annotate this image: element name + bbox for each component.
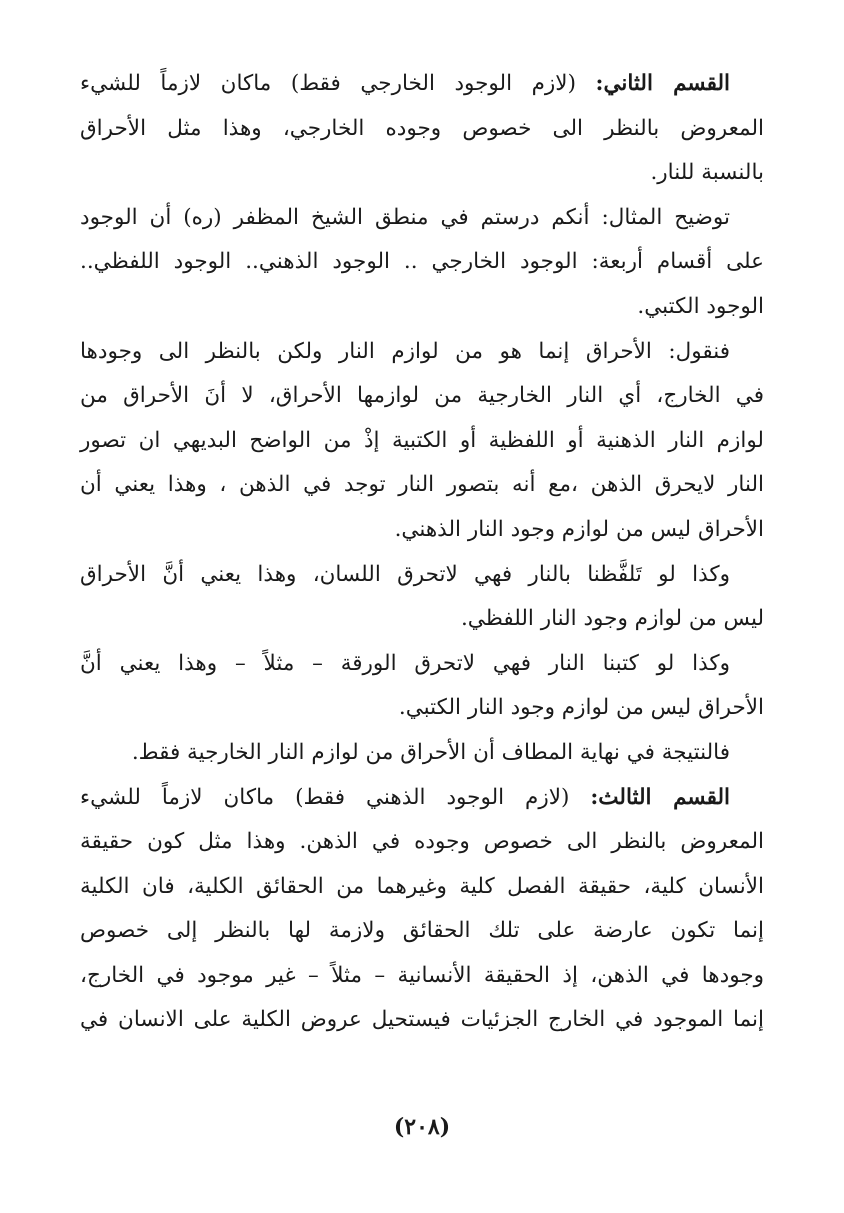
text-line-7: فنقول: الأحراق إنما هو من لوازم النار ولكن بالنظر الى وجودها [80,338,730,364]
text-line-4: توضيح المثال: أنكم درستم في منطق الشيخ المظفر (ره) أن الوجود [80,204,730,230]
text-line-10: النار لايحرق الذهن ،مع أنه بتصور النار توجد في الذهن ، وهذا يعني أن [80,472,764,498]
page-number: (٢٠٨) [393,1114,451,1140]
text-line-5: على أقسام أربعة: الوجود الخارجي .. الوجود الذهني.. الوجود اللفظي.. [80,249,764,275]
text-line-9: لوازم النار الذهنية أو اللفظية أو الكتبية إذْ من الواضح البديهي ان تصور [80,427,764,453]
text-line-21: وجودها في الذهن، إذ الحقيقة الأنسانية – مثلاً – غير موجود في الخارج، [80,962,764,988]
text-line-17: القسم الثالث: (لازم الوجود الذهني فقط) ماكان لازماً للشيء [80,784,730,810]
text-line-2: المعروض بالنظر الى خصوص وجوده الخارجي، وهذا مثل الأحراق [80,115,764,141]
text-line-16: فالنتيجة في نهاية المطاف أن الأحراق من لوازم النار الخارجية فقط. [131,739,730,765]
section-heading-third: القسم الثالث: [590,784,730,810]
text-line-15: الأحراق ليس من لوازم وجود النار الكتبي. [398,695,764,721]
text-line-12: وكذا لو تَلفَّظنا بالنار فهي لاتحرق اللسان، وهذا يعني أنَّ الأحراق [80,561,730,587]
text-line-19: الأنسان كلية، حقيقة الفصل كلية وغيرهما من الحقائق الكلية، فان الكلية [80,873,764,899]
body-text [80,62,764,1043]
text-line-14: وكذا لو كتبنا النار فهي لاتحرق الورقة – مثلاً – وهذا يعني أنَّ [80,650,730,676]
text-line-20: إنما تكون عارضة على تلك الحقائق ولازمة لها بالنظر إلى خصوص [80,918,764,944]
text-line-8: في الخارج، أي النار الخارجية من لوازمها الأحراق، لا أنَ الأحراق من [80,383,764,409]
text-line-22: إنما الموجود في الخارج الجزئيات فيستحيل عروض الكلية على الانسان في [80,1007,764,1033]
text-line-1: القسم الثاني: (لازم الوجود الخارجي فقط) ماكان لازماً للشيء [80,71,731,96]
text-line-3: بالنسبة للنار. [650,160,764,186]
text-line-13: ليس من لوازم وجود النار اللفظي. [460,606,764,632]
text-line-6: الوجود الكتبي. [637,293,764,319]
text-line-11: الأحراق ليس من لوازم وجود النار الذهني. [394,516,764,542]
text-line-18: المعروض بالنظر الى خصوص وجوده في الذهن. وهذا مثل كون حقيقة [80,829,765,855]
section-heading-second: القسم الثاني: [595,71,731,96]
